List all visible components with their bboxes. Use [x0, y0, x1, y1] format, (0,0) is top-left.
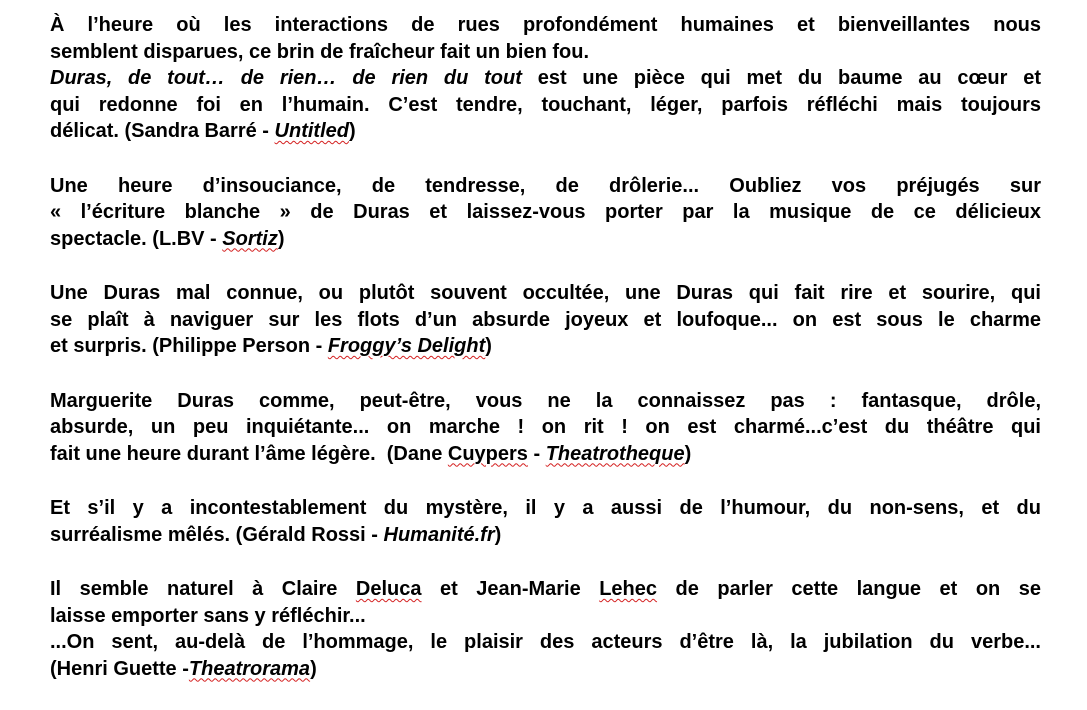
text-segment: ) [310, 657, 317, 680]
review-paragraph [50, 173, 1041, 253]
text-segment: laisse emporter sans y réfléchir... [50, 604, 366, 627]
text-segment: semblent disparues, ce brin de fraîcheur fait un bien fou. [50, 40, 589, 63]
text-segment: ) [485, 335, 492, 357]
text-line [50, 280, 1041, 307]
text-segment: qui redonne foi en l’humain. C’est tendre, touchant, léger, parfois réfléchi mais toujours [50, 93, 1041, 116]
text-segment: absurde, un peu inquiétante... on marche ! on rit ! on est charmé...c’est du théâtre qui [50, 416, 1041, 438]
text-segment: Cuypers [447, 442, 528, 465]
text-line [50, 65, 1041, 92]
text-segment: et Jean-Marie [421, 578, 600, 600]
italic-source-text: Theatrorama [188, 657, 311, 680]
italic-source-text: Froggy’s Delight [327, 335, 486, 357]
text-line [50, 92, 1041, 119]
text-line [50, 495, 1041, 522]
text-line [50, 629, 1041, 656]
text-segment: Et s’il y a incontestablement du mystère, il y a aussi de l’humour, du non-sens, et du [50, 497, 1041, 519]
text-segment: de parler cette langue et on se [657, 578, 1041, 600]
text-line [50, 118, 1041, 145]
text-segment: fait une heure durant l’âme légère. (Dane [50, 442, 448, 465]
italic-source-text: Untitled [274, 120, 349, 142]
text-line [50, 656, 1041, 683]
text-segment: ...On sent, au-delà de l’hommage, le plaisir des acteurs d’être là, la jubilation du verbe... [50, 631, 1041, 653]
text-segment: À l’heure où les interactions de rues profondément humaines et bienveillantes nous [50, 14, 1041, 36]
text-line [50, 441, 1041, 468]
text-segment: ) [494, 523, 502, 546]
text-segment: ) [684, 442, 692, 465]
text-line [50, 388, 1041, 415]
text-line [50, 414, 1041, 441]
text-segment: Une heure d’insouciance, de tendresse, de drôlerie... Oubliez vos préjugés sur [50, 174, 1041, 197]
document-page [50, 12, 1041, 710]
text-segment: « l’écriture blanche » de Duras et laissez-vous porter par la musique de ce délicieux [50, 201, 1041, 223]
review-paragraph [50, 12, 1041, 145]
text-line [50, 307, 1041, 334]
text-segment: Il semble naturel à Claire [50, 578, 356, 600]
text-segment: est une pièce qui met du baume au cœur et [521, 67, 1041, 89]
review-paragraph [50, 576, 1041, 682]
text-line [50, 226, 1041, 253]
text-segment: surréalisme mêlés. (Gérald Rossi - [50, 523, 384, 546]
text-segment: Une Duras mal connue, ou plutôt souvent occultée, une Duras qui fait rire et sourire, qui [50, 282, 1041, 304]
text-segment: se plaît à naviguer sur les flots d’un absurde joyeux et loufoque... on est sous le charme [50, 308, 1041, 331]
text-segment: - [527, 442, 546, 465]
text-line [50, 576, 1041, 603]
text-line [50, 39, 1041, 66]
text-line [50, 603, 1041, 630]
text-line [50, 173, 1041, 200]
text-line [50, 199, 1041, 226]
review-paragraph [50, 280, 1041, 360]
text-segment: (Henri Guette - [50, 657, 189, 680]
text-segment: Marguerite Duras comme, peut-être, vous ne la connaissez pas : fantasque, drôle, [50, 389, 1041, 412]
text-segment: Lehec [599, 578, 658, 600]
italic-source-text: Duras, de tout… de rien… de rien du tout [50, 67, 522, 89]
text-segment: Deluca [355, 578, 422, 600]
text-segment: ) [348, 120, 356, 142]
text-segment: spectacle. (L.BV - [50, 227, 223, 250]
italic-source-text: Humanité.fr [383, 523, 495, 546]
text-line [50, 333, 1041, 360]
text-segment: ) [277, 227, 285, 250]
review-paragraph [50, 388, 1041, 468]
italic-source-text: Theatrotheque [545, 442, 685, 465]
text-line [50, 522, 1041, 549]
italic-source-text: Sortiz [222, 227, 278, 250]
text-line [50, 12, 1041, 39]
text-segment: délicat. (Sandra Barré - [50, 120, 275, 142]
review-paragraph [50, 495, 1041, 548]
text-segment: et surpris. (Philippe Person - [50, 335, 328, 357]
